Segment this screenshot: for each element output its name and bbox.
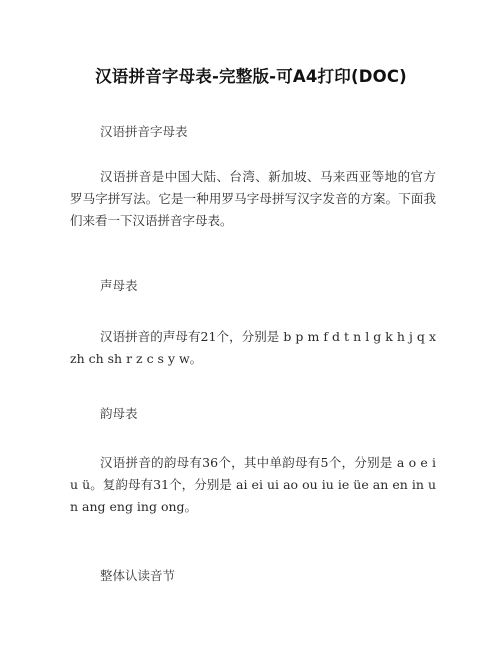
section-heading-alphabet: 汉语拼音字母表 bbox=[100, 124, 188, 139]
section-paragraph-intro: 汉语拼音是中国大陆、台湾、新加坡、马来西亚等地的官方罗马字拼写法。它是一种用罗马字母拼写汉字发音的方案。下面我们来看一下汉语拼音字母表。 bbox=[70, 169, 436, 228]
section-heading-whole-syllables: 整体认读音节 bbox=[100, 568, 176, 583]
document-title: 汉语拼音字母表-完整版-可A4打印(DOC) bbox=[95, 67, 407, 86]
section-heading-initials: 声母表 bbox=[100, 278, 138, 293]
section-paragraph-finals: 汉语拼音的韵母有36个，其中单韵母有5个，分别是 a o e i u ü。复韵母有31个，分别是 ai ei ui ao ou iu ie üe an en in un ang eng ing ong。 bbox=[70, 455, 436, 514]
section-paragraph-initials: 汉语拼音的声母有21个，分别是 b p m f d t n l g k h j q x zh ch sh r z c s y w。 bbox=[70, 329, 436, 366]
section-heading-finals: 韵母表 bbox=[100, 406, 138, 421]
